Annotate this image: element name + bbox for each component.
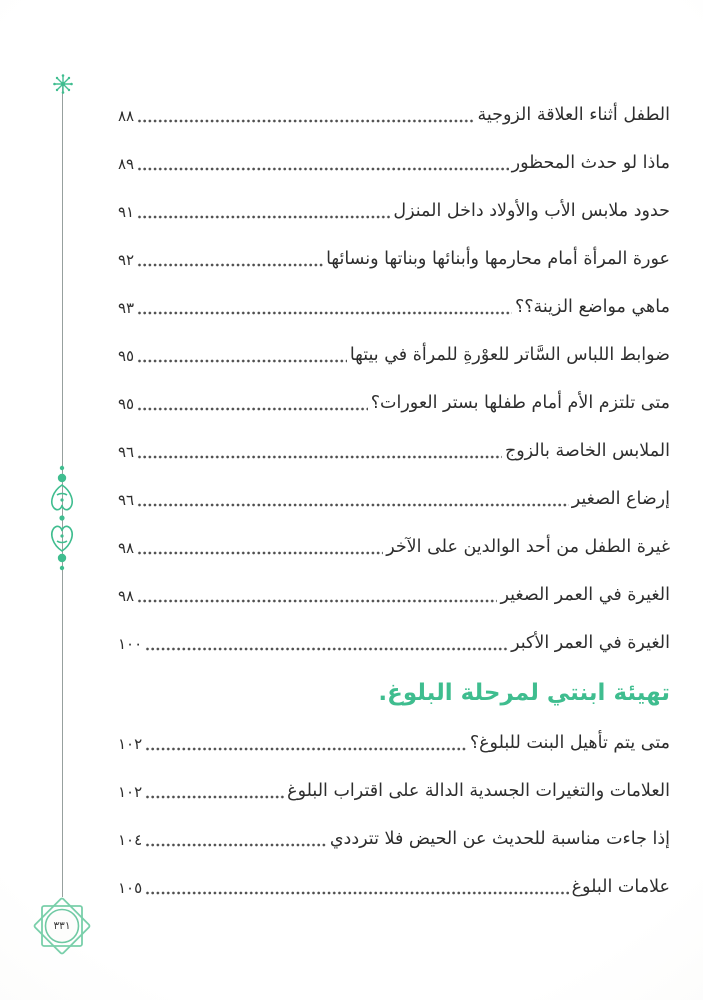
toc-entry-title: عورة المرأة أمام محارمها وأبنائها وبناتها ونسائها [326,249,670,269]
toc-entry [118,235,670,283]
toc-entry-page: ٩٥ [118,395,135,413]
toc-entry-page: ١٠٢ [118,783,143,801]
dot-leader [137,262,323,269]
toc-entry-title: الملابس الخاصة بالزوج [504,441,670,461]
section-heading-row [118,667,670,719]
toc-entry-title: علامات البلوغ [571,877,670,897]
toc-entry [118,427,670,475]
table-of-contents [118,91,670,911]
dot-leader [137,118,474,125]
toc-entry [118,379,670,427]
toc-entry [118,815,670,863]
toc-entry-title: متى تلتزم الأم أمام طفلها بستر العورات؟ [370,393,670,413]
toc-entry-page: ٩٨ [118,587,135,605]
toc-entry [118,719,670,767]
toc-entry-title: الغيرة في العمر الصغير [500,585,670,605]
toc-entry [118,331,670,379]
toc-entry [118,187,670,235]
dot-leader [137,598,497,605]
toc-entry [118,91,670,139]
dot-leader [145,646,508,653]
dot-leader [145,794,284,801]
toc-entry-page: ٩٢ [118,251,135,269]
toc-entry-page: ١٠٤ [118,831,143,849]
toc-entry-page: ٩٨ [118,539,135,557]
arabesque-divider-icon [48,462,76,574]
dot-leader [137,550,383,557]
dot-leader [137,214,390,221]
toc-entry [118,283,670,331]
dot-leader [145,842,327,849]
toc-entry-page: ٩٦ [118,443,135,461]
toc-entry-page: ٩١ [118,203,135,221]
starburst-flower-icon [51,72,75,96]
toc-entry-page: ٨٩ [118,155,135,173]
toc-entry-title: ماذا لو حدث المحظور [511,153,670,173]
toc-entry [118,139,670,187]
toc-entry-title: حدود ملابس الأب والأولاد داخل المنزل [393,201,670,221]
toc-entry-title: إذا جاءت مناسبة للحديث عن الحيض فلا تترددي [329,829,670,849]
dot-leader [137,454,502,461]
toc-entry-page: ٩٣ [118,299,135,317]
dot-leader [137,502,569,509]
toc-entry-title: إرضاع الصغير [571,489,670,509]
dot-leader [137,166,509,173]
eight-point-star-badge [33,897,91,955]
toc-entry [118,619,670,667]
toc-entry-page: ١٠٠ [118,635,143,653]
page-number: ٣٣١ [53,920,71,932]
toc-entry-title: الغيرة في العمر الأكبر [511,633,670,653]
dot-leader [137,358,347,365]
toc-entry-page: ٩٦ [118,491,135,509]
toc-entry-page: ٩٥ [118,347,135,365]
dot-leader [145,746,467,753]
toc-entry-title: متى يتم تأهيل البنت للبلوغ؟ [469,733,670,753]
toc-entry [118,863,670,911]
dot-leader [137,406,368,413]
toc-entry-title: ضوابط اللباس السَّاتر للعوْرةِ للمرأة في بيتها [349,345,670,365]
toc-entry [118,475,670,523]
toc-entry-page: ٨٨ [118,107,135,125]
toc-entry-title: غيرة الطفل من أحد الوالدين على الآخر [386,537,670,557]
section-heading: تهيئة ابنتي لمرحلة البلوغ. [378,680,670,706]
toc-entry-page: ١٠٢ [118,735,143,753]
toc-entry [118,767,670,815]
toc-entry [118,523,670,571]
toc-entry-title: الطفل أثناء العلاقة الزوجية [477,105,670,125]
dot-leader [137,310,512,317]
toc-entry-title: ماهي مواضع الزينة؟؟ [514,297,670,317]
toc-entry-page: ١٠٥ [118,879,143,897]
toc-entry [118,571,670,619]
dot-leader [145,890,568,897]
toc-entry-title: العلامات والتغيرات الجسدية الدالة على اقتراب البلوغ [287,781,670,801]
